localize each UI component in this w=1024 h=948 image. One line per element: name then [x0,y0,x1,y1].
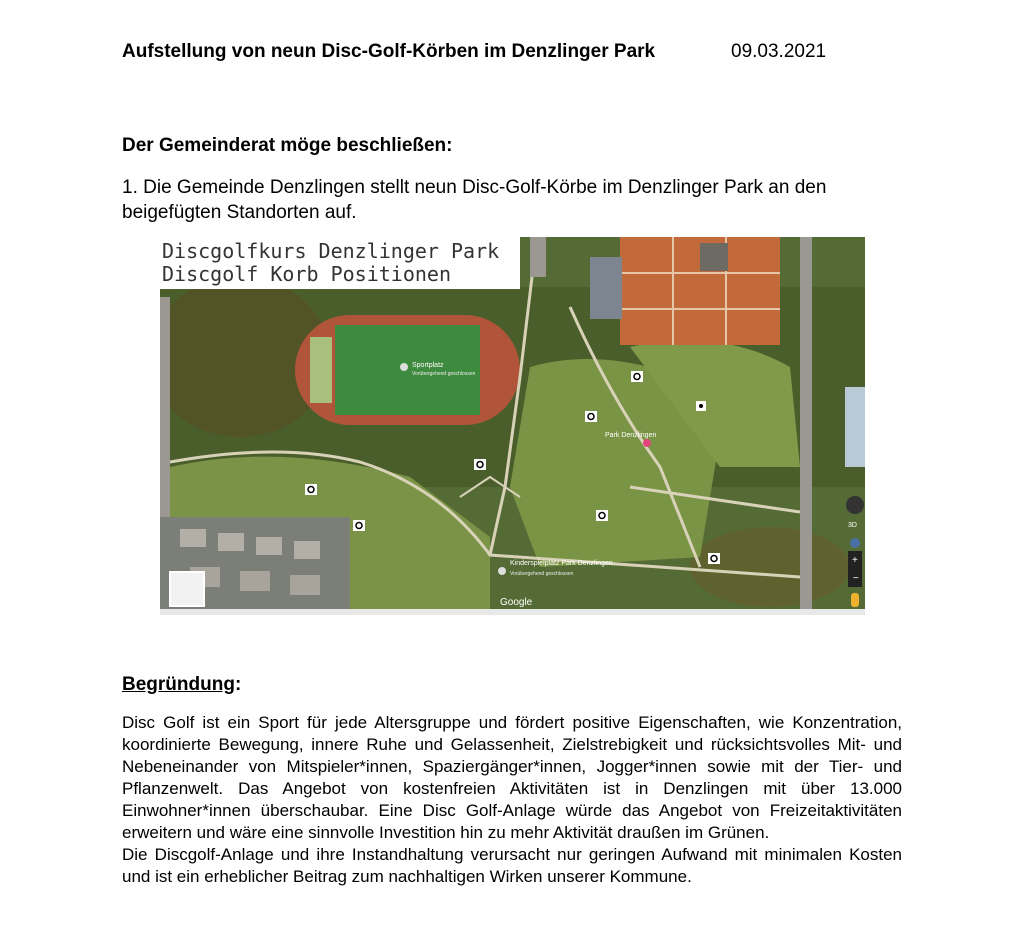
zoom-out-icon: − [853,573,859,584]
building [700,243,728,271]
road-north [530,237,546,277]
map-3d-label: 3D [848,522,857,529]
disc-golf-basket-icon [585,411,597,422]
hall-roof [590,257,622,319]
compass-icon [846,496,864,514]
map-pin-icon [400,363,408,371]
label-kinderspielplatz: Kinderspielplatz Park Denzlingen [510,560,613,567]
disc-golf-basket-icon [708,553,720,564]
road-west [160,297,170,517]
disc-golf-basket-icon [353,520,365,531]
disc-golf-basket-icon [696,401,706,411]
disc-golf-basket-icon [474,459,486,470]
google-logo: Google [500,597,533,608]
label-sportplatz-sub: Vorübergehend geschlossen [412,371,476,377]
document-date: 09.03.2021 [731,41,827,62]
sidefield [310,337,332,403]
house [290,575,320,595]
map-pin-icon [643,439,651,447]
reasoning-heading-colon: : [234,674,242,695]
label-park: Park Denzlingen [605,432,657,439]
resolution-heading: Der Gemeinderat möge beschließen: [122,135,453,156]
label-sportplatz: Sportplatz [412,362,444,369]
resolution-point-1: 1. Die Gemeinde Denzlingen stellt neun Disc-Golf-Körbe im Denzlinger Park an den beigefügten Standorten auf. [122,177,827,223]
house [180,529,206,547]
reasoning-paragraph-1: Disc Golf ist ein Sport für jede Altersgruppe und fördert positive Eigenschaften, wie Konzentration, koordinierte Bewegung, innere Ruhe und Gelassenheit, Zielstrebigkeit und rücksichtsvolles Mit- und Nebeneinander von Mitspieler*innen, Spaziergänger*innen, Jogger*innen sowie mit der Tier- und Pflanzenwelt. Das Angebot von kostenfreien Aktivitäten ist in Denzlingen mit über 13.000 Einwohner*innen überschaubar. Eine Disc Golf-Anlage würde das Angebot von Freizeitaktivitäten erweitern und wäre eine sinnvolle Investition hin zu mehr Aktivität draußen im Grünen. [122,713,902,842]
zoom-in-icon: + [852,555,858,566]
house [240,571,270,591]
disc-golf-basket-icon [631,371,643,382]
pegman-icon [851,593,859,607]
house [294,541,320,559]
building-east [845,387,865,467]
autumn-trees [690,527,850,607]
disc-golf-basket-icon [596,510,608,521]
reasoning-heading-text: Begründung [122,674,235,695]
football-pitch [335,325,480,415]
reasoning-paragraph-2: Die Discgolf-Anlage und ihre Instandhaltung verursacht nur geringen Aufwand mit minimalen Kosten und ist ein erheblicher Beitrag zum nachhaltigen Wirken unserer Kommune. [122,845,902,886]
park-map-image [160,237,865,615]
disc-golf-basket-icon [305,484,317,495]
location-icon [850,538,860,548]
map-pin-icon [498,567,506,575]
park-map-svg [160,237,865,615]
road-east [800,237,812,615]
map-title-line-1: Discgolfkurs Denzlinger Park [162,239,500,263]
map-title-line-2: Discgolf Korb Positionen [162,262,451,286]
attribution-bar [160,609,865,615]
reasoning-heading [122,674,241,696]
house [256,537,282,555]
document-title: Aufstellung von neun Disc-Golf-Körben im Denzlinger Park [122,41,656,62]
reasoning-body [122,712,902,888]
label-kinderspielplatz-sub: Vorübergehend geschlossen [510,571,574,577]
layer-toggle-icon [170,572,204,606]
house [218,533,244,551]
